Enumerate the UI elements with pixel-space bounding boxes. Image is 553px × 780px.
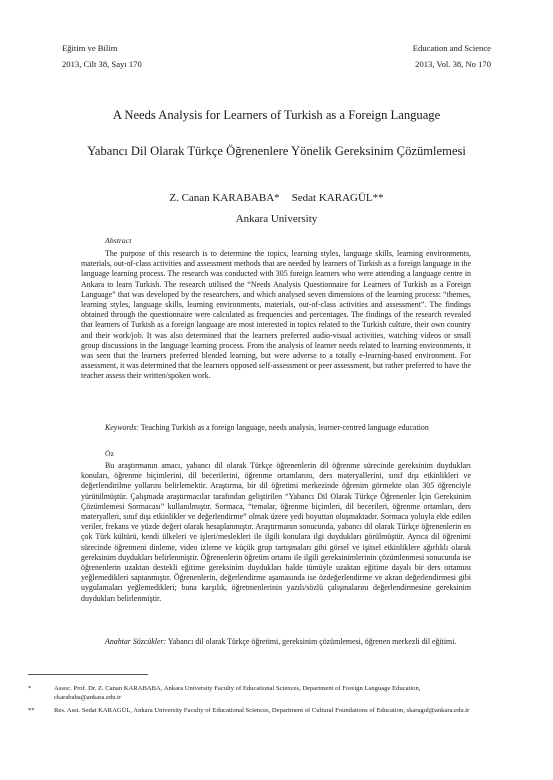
keywords-tr xyxy=(81,637,471,647)
abstract-text: The purpose of this research is to determine the topics, learning styles, language skills, learning environments, materials, out-of-class activities and assessment methods that are needed by learners of Turkish as a foreign language in the language learning process. The research was conducted with 305 foreign learners who were attending a language centre in Ankara to learn Turkish. The research utilised the “Needs Analysis Questionnaire for Learners of Turkish as a Foreign Language” that was developed by the researchers, and which analysed seven dimensions of the learning process: “themes, learning styles, language skills, learning environments, materials, out-of-class activities and assessment”. The findings obtained through the questionnaire were calculated as frequencies and percentages. The findings of the research revealed that learners of Turkish as a foreign language are most interested in topics related to the Turkish culture, their own country and their work/job. It was also determined that the learners preferred audio-visual activities, watching videos or small group discussions in the language learning process. From the analysis of learner needs related to learning environments, it was seen that the learners preferred blended learning, but were adverse to a totally e-learning-based environment. For assessment, it was determined that the learners opposed self-assessment or peer assessment, but rather preferred to have the teacher assess their written/spoken work. xyxy=(81,249,471,381)
keywords-list: Teaching Turkish as a foreign language, needs analysis, learner-centred language education xyxy=(140,423,429,432)
affiliation: Ankara University xyxy=(235,213,318,225)
journal-name-tr: Eğitim ve Bilim xyxy=(62,43,118,53)
footnote-2-text: Res. Asst. Sedat KARAGÜL, Ankara University Faculty of Educational Sciences, Department of Cultural Foundations of Education, skaragul@ankara.edu.tr xyxy=(54,707,470,714)
header-right xyxy=(413,40,491,72)
footnote-1-marker: * xyxy=(28,685,32,692)
abstract-label: Abstract xyxy=(105,236,132,245)
oz-label: Öz xyxy=(105,449,115,458)
header-left xyxy=(62,40,142,72)
paper-title-turkish: Yabancı Dil Olarak Türkçe Öğrenenlere Yönelik Gereksinim Çözümlemesi xyxy=(87,144,466,158)
journal-name-en: Education and Science xyxy=(412,43,491,53)
author-karagul: Sedat KARAGÜL** xyxy=(291,192,384,204)
volume-info-en: 2013, Vol. 38, No 170 xyxy=(415,59,491,69)
footnote-2 xyxy=(28,707,488,716)
author-line xyxy=(40,192,513,204)
keywords-en xyxy=(81,423,471,433)
oz-text: Bu araştırmanın amacı, yabancı dil olarak Türkçe öğrenenlerin dil öğrenme sürecinde gereksinim duydukları konuları, öğrenme biçimlerini, dil becerilerini, öğrenme ortamlarını, ders materyallerini, sınıf dışı etkinlikleri ve değerlendirilme yollarını belirlemektir. Araştırma, bir dil öğretimi merkezinde öğrenim görmekte olan 305 öğrenciyle yürütülmüştür. Çalışmada araştırmacılar tarafından geliştirilen “Yabancı Dil Olarak Türkçe Öğrenenler İçin Gereksinim Çözümlemesi Sormacası” kullanılmıştır. Sormaca, “temalar, öğrenme biçimleri, dil becerileri, öğrenme ortamları, ders materyalleri, sınıf dışı etkinlikler ve değerlendirme” olmak üzere yedi boyuttan oluşmaktadır. Sormaca yoluyla elde edilen veriler, frekans ve yüzde değeri olarak hesaplanmıştır. Araştırmanın sonucunda, yabancı dil olarak Türkçe öğrenenlerin en çok Türk kültürü, kendi ülkeleri ve işleri/meslekleri ile ilgili konulara ilgi duydukları görülmüştür. Ayrıca dil öğrenimi sürecinde öğretmeni dinleme, video izleme ve küçük grup tartışmaları gibi görsel ve işitsel etkinliklere ağırlıklı olarak gereksinim duydukları belirlenmiştir. Öğrenenlerin öğretim ortamı ile ilgili gereksinimlerinin çözümlenmesi sonucunda ise öğrenenlerin uzaktan destekli eğitime gereksinim duydukları halde tümüyle uzaktan eğitime dayalı bir ders ortamını yeğlemedikleri saptanmıştır. Öğrenenlerin, değerlendirme aşamasında ise özdeğerlendirme ve akran değerlendirmesi gibi uygulamaları yeğlemedikleri; buna karşılık, öğretmenlerinin yazılı/sözlü çalışmalarını değerlendirmesine gereksinim duydukları belirlenmiştir. xyxy=(81,461,471,603)
footnote-1 xyxy=(28,685,488,702)
anahtar-label: Anahtar Sözcükler: xyxy=(105,637,167,646)
anahtar-list: Yabancı dil olarak Türkçe öğretimi, gereksinim çözümlemesi, öğrenen merkezli dil eğitimi. xyxy=(167,637,457,646)
footnote-2-marker: ** xyxy=(28,707,35,714)
footnote-divider xyxy=(28,674,148,675)
footnote-1-text: Assoc. Prof. Dr. Z. Canan KARABABA, Ankara University Faculty of Educational Sciences, Department of Foreign Language Education, ckarababa@ankara.edu.tr xyxy=(54,685,421,701)
paper-title-english: A Needs Analysis for Learners of Turkish as a Foreign Language xyxy=(112,108,441,122)
author-karababa: Z. Canan KARABABA* xyxy=(169,192,280,204)
keywords-label: Keywords: xyxy=(105,423,139,432)
volume-info-tr: 2013, Cilt 38, Sayı 170 xyxy=(62,59,142,69)
